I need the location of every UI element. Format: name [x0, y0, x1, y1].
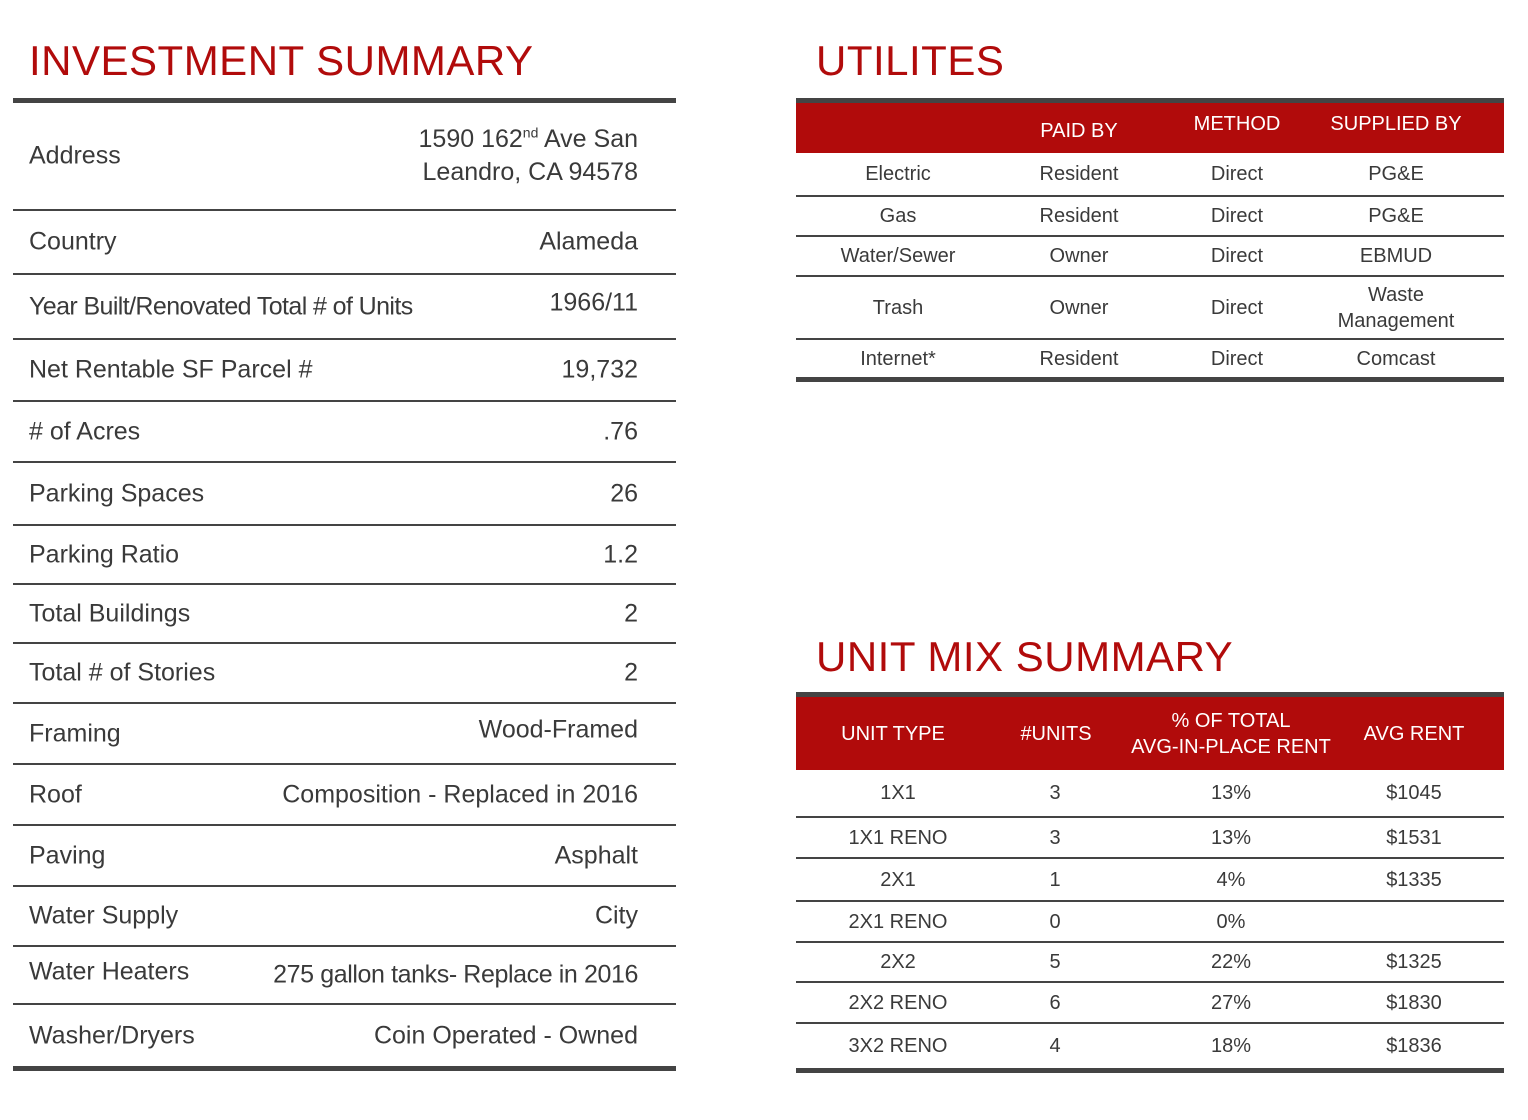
investment-summary-title: INVESTMENT SUMMARY — [29, 37, 534, 84]
method-cell: Direct — [1210, 296, 1264, 319]
table-row — [796, 818, 1504, 859]
header-cell-paid-by: PAID BY — [1040, 120, 1118, 142]
row-label: Address — [29, 141, 121, 170]
row-value: 26 — [610, 479, 638, 507]
investment-summary-table — [13, 98, 676, 1071]
row-label: Roof — [29, 780, 82, 808]
row-value: Coin Operated - Owned — [373, 1021, 638, 1049]
row-label: Water Heaters — [29, 957, 190, 986]
header-cell-units: #UNITS — [1020, 722, 1092, 745]
pct-cell: 13% — [1210, 782, 1252, 804]
unit-type-cell: 2X1 RENO — [848, 910, 948, 933]
table-row — [796, 943, 1504, 983]
units-cell: 4 — [1049, 1035, 1061, 1057]
supplied-by-cell: PG&E — [1368, 205, 1424, 227]
row-value: City — [594, 901, 638, 930]
row-label: Paving — [29, 841, 106, 869]
row-label: Parking Spaces — [29, 479, 205, 507]
avg-rent-cell: $1335 — [1386, 868, 1442, 891]
avg-rent-cell: $1045 — [1386, 782, 1442, 804]
row-label: # of Acres — [29, 417, 141, 445]
row-value: 19,732 — [561, 355, 638, 384]
table-row — [796, 277, 1504, 340]
table-row — [13, 402, 676, 463]
table-row — [796, 197, 1504, 237]
unit-type-cell: 1X1 RENO — [848, 826, 948, 849]
table-row — [13, 887, 676, 947]
paid-by-cell: Resident — [1039, 205, 1119, 227]
row-value: 1966/11 — [549, 288, 638, 317]
table-row — [13, 765, 676, 826]
row-label: Net Rentable SF Parcel # — [29, 355, 313, 384]
supplied-by-cell: PG&E — [1368, 163, 1424, 185]
method-cell: Direct — [1210, 347, 1264, 370]
row-value: 1.2 — [603, 540, 638, 568]
table-row — [13, 1005, 676, 1066]
paid-by-cell: Resident — [1039, 163, 1119, 185]
row-label: Parking Ratio — [29, 540, 180, 568]
row-label: Country — [29, 227, 117, 256]
address-line1: 1590 162nd Ave San — [418, 124, 638, 153]
table-row — [796, 770, 1504, 818]
utility-cell: Water/Sewer — [840, 245, 956, 267]
header-cell-method: METHOD — [1193, 113, 1281, 135]
utility-cell: Internet* — [860, 347, 936, 370]
row-label: Washer/Dryers — [29, 1021, 195, 1049]
table-row — [13, 947, 676, 1005]
utility-cell: Electric — [865, 163, 931, 185]
avg-rent-cell: $1830 — [1386, 991, 1442, 1014]
row-value: Alameda — [539, 227, 638, 256]
address-value — [419, 123, 638, 189]
row-label: Total Buildings — [29, 599, 191, 627]
table-row — [796, 153, 1504, 197]
table-row — [13, 585, 676, 644]
utility-cell: Gas — [879, 205, 917, 227]
table-row — [796, 1024, 1504, 1068]
units-cell: 6 — [1049, 991, 1061, 1014]
utilities-title: UTILITES — [816, 37, 1005, 84]
supplied-by-cell: Waste Management — [1337, 283, 1455, 332]
units-cell: 1 — [1049, 868, 1061, 891]
table-row — [13, 103, 676, 211]
supplied-by-cell: Comcast — [1356, 347, 1436, 370]
avg-rent-cell: $1325 — [1386, 951, 1442, 973]
row-label: Water Supply — [29, 901, 179, 930]
units-cell: 3 — [1049, 826, 1061, 849]
row-value: Wood-Framed — [478, 715, 638, 744]
units-cell: 5 — [1049, 951, 1061, 973]
table-row — [13, 340, 676, 402]
table-row — [13, 644, 676, 704]
utilities-table — [796, 98, 1504, 382]
table-row — [13, 275, 676, 340]
avg-rent-cell: $1836 — [1386, 1035, 1442, 1057]
address-line2: Leandro, CA 94578 — [422, 158, 638, 186]
paid-by-cell: Owner — [1049, 296, 1109, 319]
avg-rent-cell: $1531 — [1386, 826, 1442, 849]
supplied-by-cell: EBMUD — [1359, 245, 1433, 267]
paid-by-cell: Owner — [1049, 245, 1109, 267]
method-cell: Direct — [1210, 245, 1264, 267]
units-cell: 0 — [1049, 910, 1061, 933]
table-header — [796, 697, 1504, 770]
row-value: 2 — [624, 658, 638, 687]
table-row — [13, 211, 676, 275]
table-row — [796, 237, 1504, 277]
unit-mix-table — [796, 692, 1504, 1073]
table-row — [796, 340, 1504, 377]
table-row — [796, 859, 1504, 902]
header-cell-avg-rent: AVG RENT — [1363, 722, 1465, 745]
utility-cell: Trash — [872, 296, 924, 319]
unit-type-cell: 1X1 — [880, 782, 916, 804]
row-label: Year Built/Renovated Total # of Units — [29, 292, 413, 320]
unit-type-cell: 2X2 — [880, 951, 916, 973]
table-header — [796, 103, 1504, 153]
table-row — [13, 826, 676, 887]
table-row — [13, 526, 676, 585]
method-cell: Direct — [1210, 205, 1264, 227]
table-row — [796, 902, 1504, 943]
pct-cell: 4% — [1216, 868, 1246, 891]
paid-by-cell: Resident — [1039, 347, 1119, 370]
pct-cell: 22% — [1210, 951, 1252, 973]
header-cell-supplied-by: SUPPLIED BY — [1330, 113, 1462, 135]
pct-cell: 0% — [1216, 910, 1246, 933]
header-cell-unit-type: UNIT TYPE — [841, 722, 945, 745]
row-value: 275 gallon tanks- Replace in 2016 — [273, 960, 638, 989]
method-cell: Direct — [1210, 163, 1264, 185]
unit-type-cell: 3X2 RENO — [848, 1035, 948, 1057]
pct-cell: 27% — [1210, 991, 1252, 1014]
unit-type-cell: 2X2 RENO — [848, 991, 948, 1014]
row-value: 2 — [624, 599, 638, 627]
row-value: .76 — [603, 417, 638, 445]
units-cell: 3 — [1049, 782, 1061, 804]
table-row — [13, 704, 676, 765]
pct-cell: 13% — [1210, 826, 1252, 849]
row-value: Asphalt — [554, 841, 638, 869]
table-row — [796, 983, 1504, 1024]
unit-mix-title: UNIT MIX SUMMARY — [816, 633, 1234, 680]
row-label: Total # of Stories — [29, 658, 216, 687]
table-row — [13, 463, 676, 526]
header-cell-pct: % OF TOTAL AVG-IN-PLACE RENT — [1131, 709, 1331, 758]
row-value: Composition - Replaced in 2016 — [282, 780, 638, 808]
pct-cell: 18% — [1210, 1035, 1252, 1057]
row-label: Framing — [29, 719, 121, 747]
unit-type-cell: 2X1 — [880, 868, 916, 891]
